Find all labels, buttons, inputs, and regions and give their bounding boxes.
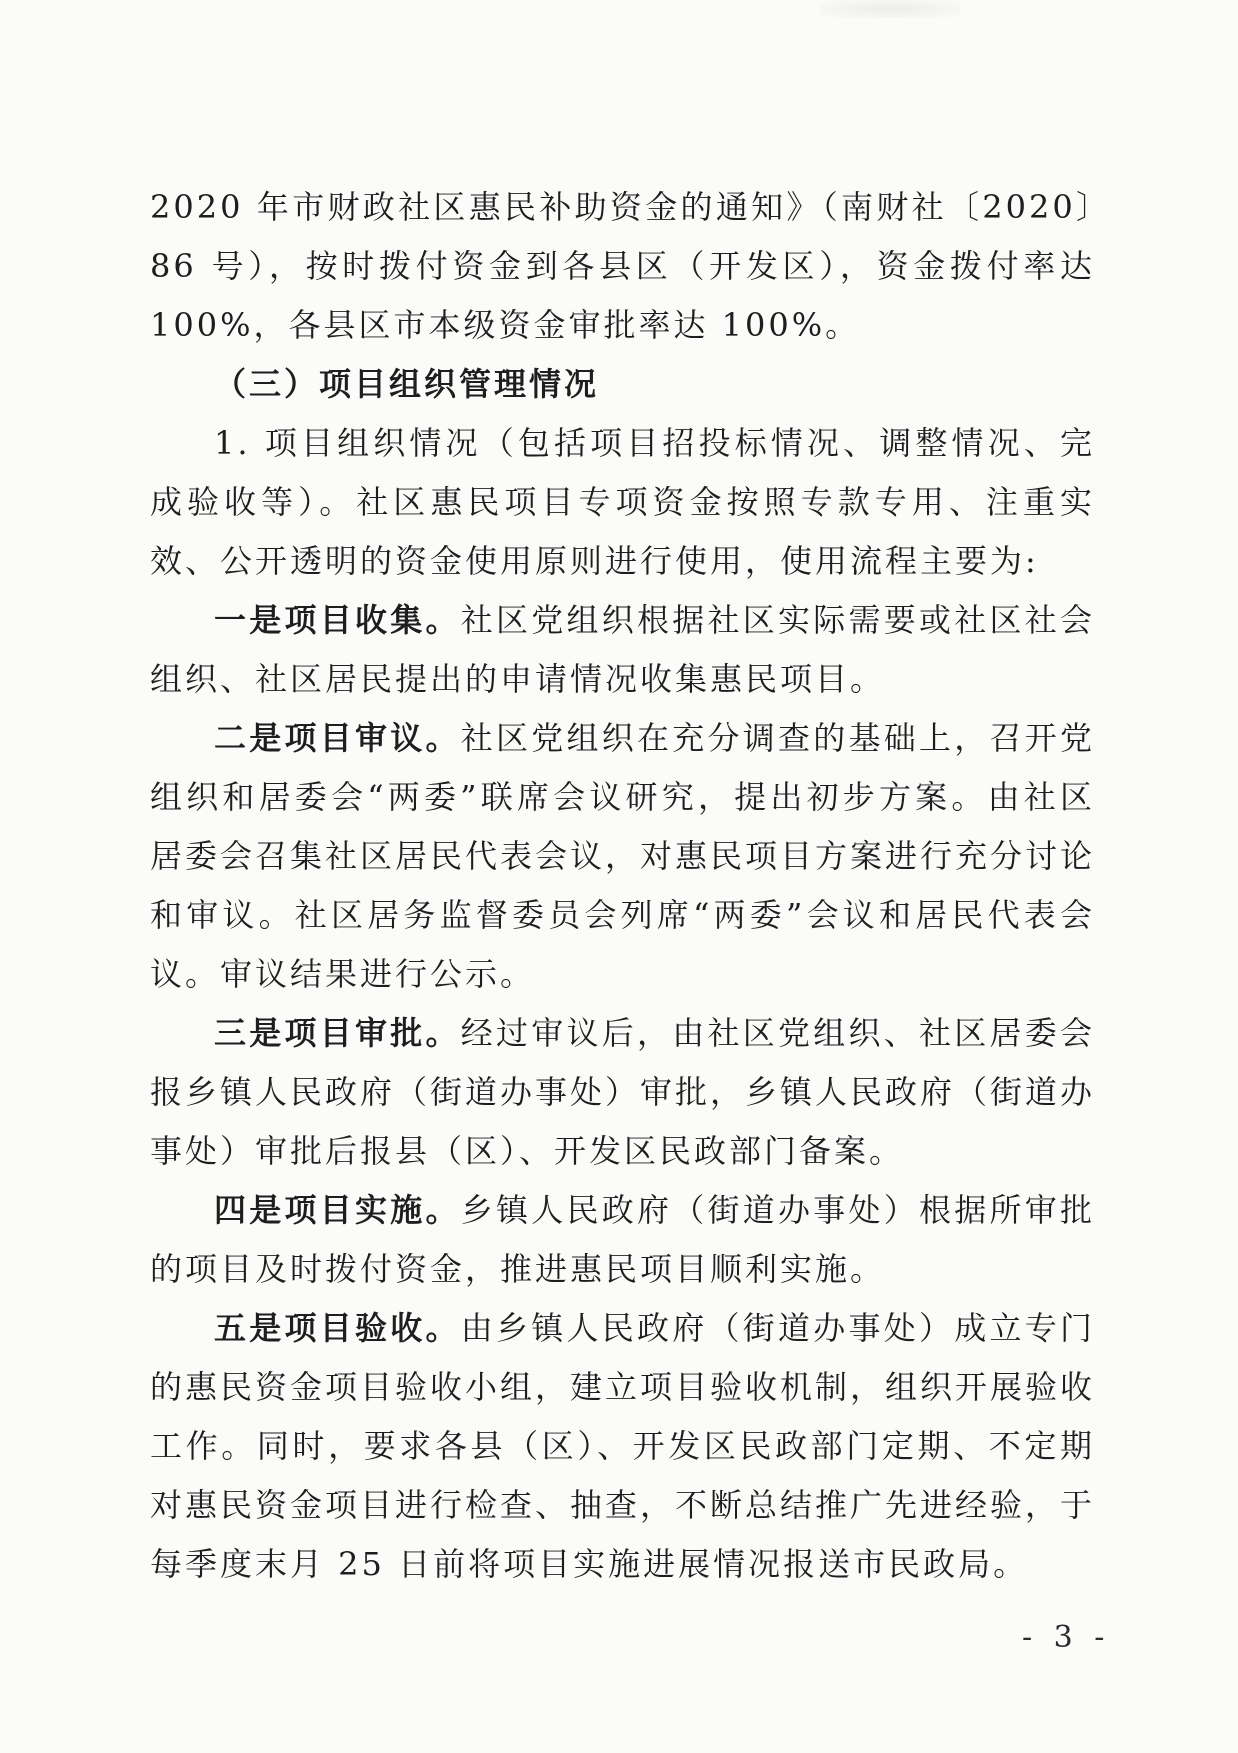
step-lead-collection: 一是项目收集。: [214, 601, 461, 639]
paragraph-project-organization: 1. 项目组织情况（包括项目招投标情况、调整情况、完成验收等）。社区惠民项目专项资金按照专款专用、注重实效、公开透明的资金使用原则进行使用，使用流程主要为:: [150, 424, 1095, 580]
step-text-collection: 社区党组织根据社区实际需要或社区社会组织、社区居民提出的申请情况收集惠民项目。: [150, 601, 1095, 698]
step-lead-implementation: 四是项目实施。: [214, 1191, 461, 1229]
document-body: [150, 178, 1095, 1594]
paragraph-step-implementation: [150, 1181, 1095, 1299]
step-lead-acceptance: 五是项目验收。: [214, 1309, 461, 1347]
paragraph-step-collection: [150, 591, 1095, 709]
step-lead-review: 二是项目审议。: [214, 719, 461, 757]
step-text-acceptance: 由乡镇人民政府（街道办事处）成立专门的惠民资金项目验收小组，建立项目验收机制，组织开展验收工作。同时，要求各县（区）、开发区民政部门定期、不定期对惠民资金项目进行检查、抽查，不断总结推广先进经验，于每季度末月 25 日前将项目实施进展情况报送市民政局。: [150, 1309, 1096, 1583]
paragraph-step-approval: [150, 1004, 1095, 1181]
scan-edge-shadow: [820, 0, 960, 18]
page-number: - 3 -: [1022, 1620, 1111, 1655]
paragraph-step-acceptance: [150, 1299, 1095, 1594]
section-heading-project-management: （三）项目组织管理情况: [214, 365, 600, 403]
step-text-approval: 经过审议后，由社区党组织、社区居委会报乡镇人民政府（街道办事处）审批，乡镇人民政府（街道办事处）审批后报县（区）、开发区民政部门备案。: [150, 1014, 1096, 1170]
paragraph-step-review: [150, 709, 1095, 1004]
step-lead-approval: 三是项目审批。: [214, 1014, 461, 1052]
paragraph-funding-continuation: 2020 年市财政社区惠民补助资金的通知》（南财社〔2020〕86 号），按时拨付资金到各县区（开发区），资金拨付率达 100%，各县区市本级资金审批率达 100%。: [150, 188, 1095, 344]
step-text-review: 社区党组织在充分调查的基础上，召开党组织和居委会“两委”联席会议研究，提出初步方案。由社区居委会召集社区居民代表会议，对惠民项目方案进行充分讨论和审议。社区居务监督委员会列席“两委”会议和居民代表会议。审议结果进行公示。: [150, 719, 1096, 993]
step-text-implementation: 乡镇人民政府（街道办事处）根据所审批的项目及时拨付资金，推进惠民项目顺利实施。: [150, 1191, 1095, 1288]
